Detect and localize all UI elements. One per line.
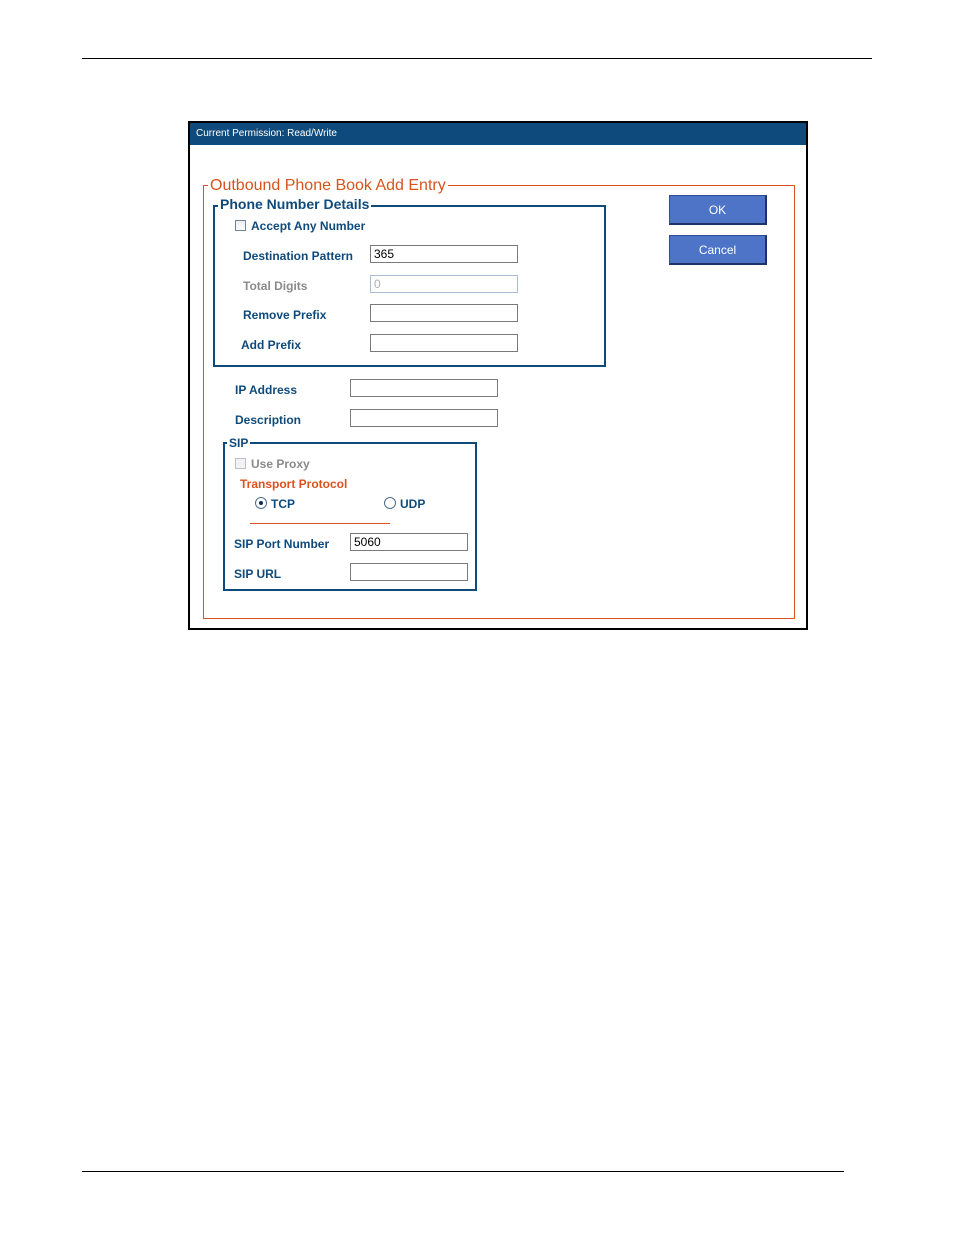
description-label: Description [235,413,302,427]
phone-details-title: Phone Number Details [220,196,370,212]
permission-bar: Current Permission: Read/Write [190,123,806,145]
description-field[interactable] [350,409,498,427]
accept-any-number-label: Accept Any Number [251,219,366,233]
ip-address-label: IP Address [235,383,298,397]
tcp-radio[interactable] [255,497,267,509]
tcp-radio-selected-dot [259,501,263,505]
ip-address-field[interactable] [350,379,498,397]
outbound-group-title: Outbound Phone Book Add Entry [210,177,446,194]
accept-any-number-checkbox[interactable] [235,220,246,231]
page-top-rule [82,58,872,59]
sip-port-number-field[interactable] [350,533,468,551]
use-proxy-label: Use Proxy [251,457,310,471]
sip-port-number-label: SIP Port Number [234,537,330,551]
transport-divider [250,523,390,524]
sip-url-label: SIP URL [234,567,282,581]
sip-url-field[interactable] [350,563,468,581]
remove-prefix-label: Remove Prefix [243,308,327,322]
page-bottom-rule [82,1171,844,1172]
dialog-frame [188,121,808,630]
total-digits-field [370,275,518,293]
cancel-button[interactable]: Cancel [669,235,767,265]
add-prefix-label: Add Prefix [241,338,302,352]
add-prefix-field[interactable] [370,334,518,352]
ok-button[interactable]: OK [669,195,767,225]
use-proxy-checkbox[interactable] [235,458,246,469]
sip-group-title: SIP [229,436,249,450]
tcp-label: TCP [271,497,295,511]
total-digits-label: Total Digits [243,279,308,293]
udp-radio[interactable] [384,497,396,509]
transport-protocol-label: Transport Protocol [240,477,348,491]
destination-pattern-field[interactable] [370,245,518,263]
udp-label: UDP [400,497,426,511]
destination-pattern-label: Destination Pattern [243,249,354,263]
remove-prefix-field[interactable] [370,304,518,322]
